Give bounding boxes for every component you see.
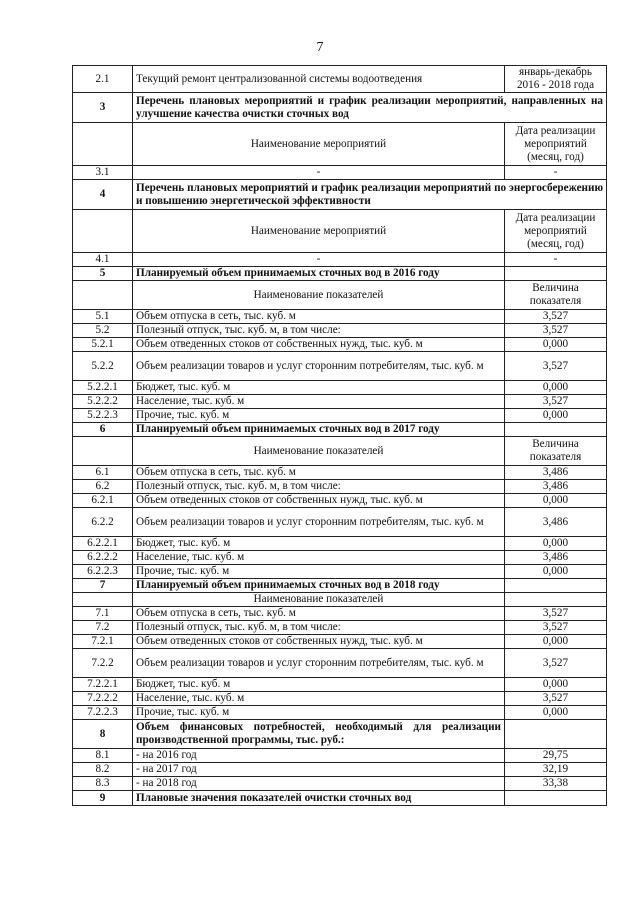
row-number: 7 bbox=[73, 579, 133, 593]
row-number: 2.1 bbox=[73, 66, 133, 93]
item-value: - bbox=[505, 166, 607, 180]
column-header-name: Наименование показателей bbox=[133, 281, 505, 310]
row-number: 5.2.2 bbox=[73, 352, 133, 381]
item-name: - bbox=[133, 166, 505, 180]
table-row-section bbox=[73, 720, 607, 749]
row-number: 5.2.2.2 bbox=[73, 395, 133, 409]
table-row-section bbox=[73, 180, 607, 210]
row-number: 8.3 bbox=[73, 777, 133, 791]
table-row-data bbox=[73, 352, 607, 381]
table-row-header bbox=[73, 437, 607, 466]
table-row-data bbox=[73, 678, 607, 692]
table-row-header bbox=[73, 593, 607, 607]
item-name: Население, тыс. куб. м bbox=[133, 395, 505, 409]
row-number: 5 bbox=[73, 267, 133, 281]
item-value: 3,486 bbox=[505, 508, 607, 537]
row-number bbox=[73, 437, 133, 466]
section-title: Объем финансовых потребностей, необходимый для реализации производственной программы, тыс. руб.: bbox=[133, 720, 505, 749]
row-number: 5.2 bbox=[73, 324, 133, 338]
row-number: 8.1 bbox=[73, 749, 133, 763]
row-number bbox=[73, 281, 133, 310]
item-name: Объем отведенных стоков от собственных нужд, тыс. куб. м bbox=[133, 635, 505, 649]
item-name: Прочие, тыс. куб. м bbox=[133, 565, 505, 579]
row-number: 6.2.2.3 bbox=[73, 565, 133, 579]
item-name: Бюджет, тыс. куб. м bbox=[133, 678, 505, 692]
table-row-data bbox=[73, 635, 607, 649]
table-row-data bbox=[73, 409, 607, 423]
section-title: Планируемый объем принимаемых сточных вод в 2017 году bbox=[133, 423, 505, 437]
item-value: 0,000 bbox=[505, 381, 607, 395]
table-row-data bbox=[73, 621, 607, 635]
table-row-data bbox=[73, 310, 607, 324]
item-name: Полезный отпуск, тыс. куб. м, в том числе: bbox=[133, 621, 505, 635]
item-value: 0,000 bbox=[505, 537, 607, 551]
table-row-data bbox=[73, 338, 607, 352]
item-name: Текущий ремонт централизованной системы водоотведения bbox=[133, 66, 505, 93]
row-number: 4.1 bbox=[73, 253, 133, 267]
table-row-section bbox=[73, 267, 607, 281]
row-number: 7.2.1 bbox=[73, 635, 133, 649]
table-row-header bbox=[73, 281, 607, 310]
item-name: - на 2017 год bbox=[133, 763, 505, 777]
item-value: 3,527 bbox=[505, 692, 607, 706]
table-row-section bbox=[73, 93, 607, 123]
item-value: 3,486 bbox=[505, 551, 607, 565]
row-number: 7.2.2.2 bbox=[73, 692, 133, 706]
item-value: 3,527 bbox=[505, 310, 607, 324]
item-value: 3,527 bbox=[505, 395, 607, 409]
row-number: 7.2.2 bbox=[73, 649, 133, 678]
table-row-dash bbox=[73, 166, 607, 180]
page-number: 7 bbox=[316, 40, 324, 55]
row-number: 3 bbox=[73, 93, 133, 123]
table-row-data bbox=[73, 551, 607, 565]
section-title: Плановые значения показателей очистки сточных вод bbox=[133, 791, 505, 806]
section-title: Перечень плановых мероприятий и график реализации мероприятий по энергосбережению и повышению энергетической эффективности bbox=[133, 180, 607, 210]
item-name: Объем отведенных стоков от собственных нужд, тыс. куб. м bbox=[133, 338, 505, 352]
column-header-name: Наименование показателей bbox=[133, 437, 505, 466]
table-row-data bbox=[73, 66, 607, 93]
column-header-name: Наименование мероприятий bbox=[133, 210, 505, 253]
item-name: Объем отведенных стоков от собственных нужд, тыс. куб. м bbox=[133, 494, 505, 508]
item-value: 0,000 bbox=[505, 494, 607, 508]
table-row-header bbox=[73, 210, 607, 253]
item-name: Объем отпуска в сеть, тыс. куб. м bbox=[133, 466, 505, 480]
item-name: Население, тыс. куб. м bbox=[133, 551, 505, 565]
item-value: 3,527 bbox=[505, 621, 607, 635]
empty-cell bbox=[505, 720, 607, 749]
table-row-data bbox=[73, 706, 607, 720]
row-number: 6 bbox=[73, 423, 133, 437]
column-header-name: Наименование мероприятий bbox=[133, 123, 505, 166]
row-number: 4 bbox=[73, 180, 133, 210]
row-number: 6.2.2.1 bbox=[73, 537, 133, 551]
column-header-value: Дата реализации мероприятий (месяц, год) bbox=[505, 123, 607, 166]
item-value: 0,000 bbox=[505, 678, 607, 692]
item-name: - на 2018 год bbox=[133, 777, 505, 791]
item-value: 3,527 bbox=[505, 324, 607, 338]
item-value: 29,75 bbox=[505, 749, 607, 763]
item-value: 3,486 bbox=[505, 466, 607, 480]
item-value: январь-декабрь 2016 - 2018 года bbox=[505, 66, 607, 93]
table-row-data bbox=[73, 649, 607, 678]
row-number: 6.2.2 bbox=[73, 508, 133, 537]
item-value: 32,19 bbox=[505, 763, 607, 777]
table-row-data bbox=[73, 508, 607, 537]
row-number: 6.2.1 bbox=[73, 494, 133, 508]
table-row-header bbox=[73, 123, 607, 166]
row-number: 6.2 bbox=[73, 480, 133, 494]
table-row-data bbox=[73, 494, 607, 508]
section-title: Перечень плановых мероприятий и график реализации мероприятий, направленных на улучшение качества очистки сточных вод bbox=[133, 93, 607, 123]
table-row-data bbox=[73, 537, 607, 551]
item-name: - на 2016 год bbox=[133, 749, 505, 763]
item-name: Объем реализации товаров и услуг сторонним потребителям, тыс. куб. м bbox=[133, 352, 505, 381]
item-name: Полезный отпуск, тыс. куб. м, в том числе: bbox=[133, 324, 505, 338]
item-name: Бюджет, тыс. куб. м bbox=[133, 537, 505, 551]
item-value: 33,38 bbox=[505, 777, 607, 791]
table-row-section bbox=[73, 423, 607, 437]
item-name: Полезный отпуск, тыс. куб. м, в том числе: bbox=[133, 480, 505, 494]
table-row-data bbox=[73, 777, 607, 791]
item-value: - bbox=[505, 253, 607, 267]
item-value: 3,527 bbox=[505, 352, 607, 381]
item-value: 0,000 bbox=[505, 565, 607, 579]
table-row-data bbox=[73, 324, 607, 338]
item-value: 3,486 bbox=[505, 480, 607, 494]
row-number: 7.2.2.3 bbox=[73, 706, 133, 720]
row-number: 5.1 bbox=[73, 310, 133, 324]
column-header-value bbox=[505, 593, 607, 607]
empty-cell bbox=[505, 267, 607, 281]
program-table bbox=[72, 65, 607, 806]
item-value: 0,000 bbox=[505, 409, 607, 423]
row-number: 8 bbox=[73, 720, 133, 749]
table-row-data bbox=[73, 480, 607, 494]
row-number: 7.2 bbox=[73, 621, 133, 635]
item-value: 3,527 bbox=[505, 607, 607, 621]
empty-cell bbox=[505, 579, 607, 593]
item-value: 3,527 bbox=[505, 649, 607, 678]
column-header-value: Величина показателя bbox=[505, 281, 607, 310]
table-row-data bbox=[73, 763, 607, 777]
item-value: 0,000 bbox=[505, 338, 607, 352]
item-name: Объем отпуска в сеть, тыс. куб. м bbox=[133, 607, 505, 621]
table-row-section bbox=[73, 791, 607, 806]
section-title: Планируемый объем принимаемых сточных вод в 2018 году bbox=[133, 579, 505, 593]
column-header-value: Величина показателя bbox=[505, 437, 607, 466]
row-number bbox=[73, 210, 133, 253]
column-header-value: Дата реализации мероприятий (месяц, год) bbox=[505, 210, 607, 253]
table-row-dash bbox=[73, 253, 607, 267]
table-row-data bbox=[73, 749, 607, 763]
table-row-data bbox=[73, 565, 607, 579]
table-row-data bbox=[73, 395, 607, 409]
item-value: 0,000 bbox=[505, 635, 607, 649]
row-number: 5.2.2.3 bbox=[73, 409, 133, 423]
item-name: Объем отпуска в сеть, тыс. куб. м bbox=[133, 310, 505, 324]
row-number: 7.1 bbox=[73, 607, 133, 621]
row-number: 8.2 bbox=[73, 763, 133, 777]
item-name: Объем реализации товаров и услуг сторонним потребителям, тыс. куб. м bbox=[133, 508, 505, 537]
item-value: 0,000 bbox=[505, 706, 607, 720]
table-row-section bbox=[73, 579, 607, 593]
table-row-data bbox=[73, 692, 607, 706]
column-header-name: Наименование показателей bbox=[133, 593, 505, 607]
empty-cell bbox=[505, 423, 607, 437]
table-row-data bbox=[73, 381, 607, 395]
item-name: Прочие, тыс. куб. м bbox=[133, 409, 505, 423]
item-name: Прочие, тыс. куб. м bbox=[133, 706, 505, 720]
program-table-body bbox=[73, 66, 607, 806]
row-number: 9 bbox=[73, 791, 133, 806]
row-number: 6.2.2.2 bbox=[73, 551, 133, 565]
item-name: Население, тыс. куб. м bbox=[133, 692, 505, 706]
row-number: 6.1 bbox=[73, 466, 133, 480]
item-name: Объем реализации товаров и услуг сторонним потребителям, тыс. куб. м bbox=[133, 649, 505, 678]
item-name: - bbox=[133, 253, 505, 267]
row-number: 5.2.2.1 bbox=[73, 381, 133, 395]
item-name: Бюджет, тыс. куб. м bbox=[133, 381, 505, 395]
row-number: 7.2.2.1 bbox=[73, 678, 133, 692]
row-number: 3.1 bbox=[73, 166, 133, 180]
row-number bbox=[73, 123, 133, 166]
table-row-data bbox=[73, 607, 607, 621]
empty-cell bbox=[505, 791, 607, 806]
row-number: 5.2.1 bbox=[73, 338, 133, 352]
section-title: Планируемый объем принимаемых сточных вод в 2016 году bbox=[133, 267, 505, 281]
table-row-data bbox=[73, 466, 607, 480]
row-number bbox=[73, 593, 133, 607]
